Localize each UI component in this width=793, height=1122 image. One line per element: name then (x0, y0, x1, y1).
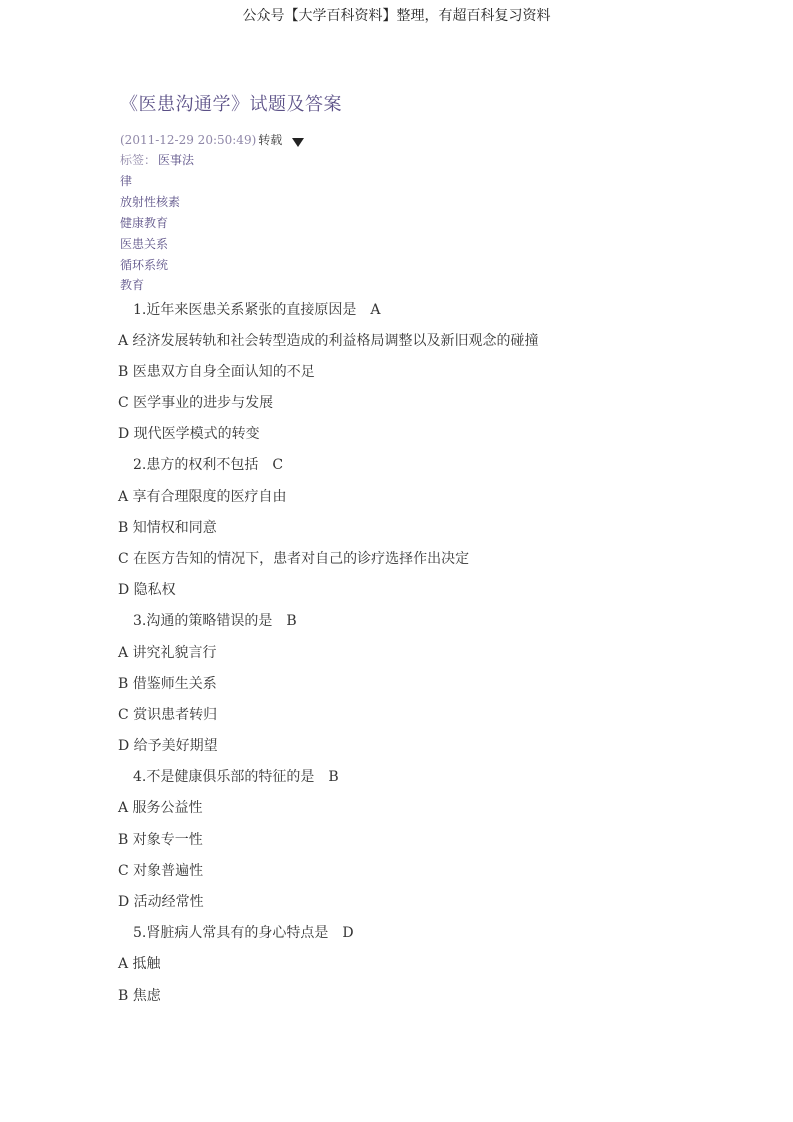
option-line: C 医学事业的进步与发展 (118, 395, 274, 411)
tag-link[interactable]: 健康教育 (120, 216, 169, 230)
option-line: C 在医方告知的情况下，患者对自己的诊疗选择作出决定 (118, 551, 470, 567)
tags-label: 标签： (120, 153, 157, 167)
tag-link[interactable]: 循环系统 (120, 258, 169, 272)
option-line: A 经济发展转轨和社会转型造成的利益格局调整以及新旧观念的碰撞 (118, 333, 539, 349)
option-line: A 享有合理限度的医疗自由 (118, 489, 287, 505)
option-line: D 给予美好期望 (118, 738, 218, 754)
option-line: D 现代医学模式的转变 (118, 426, 260, 442)
option-line: B 借鉴师生关系 (118, 676, 217, 692)
repost-label[interactable]: 转载 (258, 133, 283, 147)
option-line: B 焦虑 (118, 988, 161, 1004)
option-line: A 抵触 (118, 956, 161, 972)
option-line: B 知情权和同意 (118, 520, 217, 536)
tag-link[interactable]: 律 (120, 174, 133, 188)
tag-link[interactable]: 医患关系 (120, 237, 169, 251)
post-date: (2011-12-29 20:50:49) (120, 132, 257, 147)
option-line: B 对象专一性 (118, 832, 203, 848)
option-line: C 赏识患者转归 (118, 707, 218, 723)
option-line: B 医患双方自身全面认知的不足 (118, 364, 315, 380)
tag-link[interactable]: 医事法 (158, 153, 195, 167)
option-line: C 对象普遍性 (118, 863, 204, 879)
option-line: A 服务公益性 (118, 800, 203, 816)
tag-link[interactable]: 教育 (120, 278, 145, 292)
dropdown-arrow-icon[interactable] (292, 138, 304, 147)
post-meta (120, 131, 304, 148)
question-4: 4.不是健康俱乐部的特征的是 B (133, 769, 339, 785)
option-line: D 活动经常性 (118, 894, 204, 910)
option-line: A 讲究礼貌言行 (118, 645, 217, 661)
option-line: D 隐私权 (118, 582, 176, 598)
question-1: 1.近年来医患关系紧张的直接原因是 A (133, 302, 381, 318)
tags-row (120, 151, 194, 168)
article-title: 《医患沟通学》试题及答案 (120, 94, 342, 115)
page-header: 公众号【大学百科资料】整理，有超百科复习资料 (242, 8, 551, 24)
tag-link[interactable]: 放射性核素 (120, 195, 181, 209)
question-2: 2.患方的权利不包括 C (133, 457, 284, 473)
question-3: 3.沟通的策略错误的是 B (133, 613, 297, 629)
question-5: 5.肾脏病人常具有的身心特点是 D (133, 925, 354, 941)
